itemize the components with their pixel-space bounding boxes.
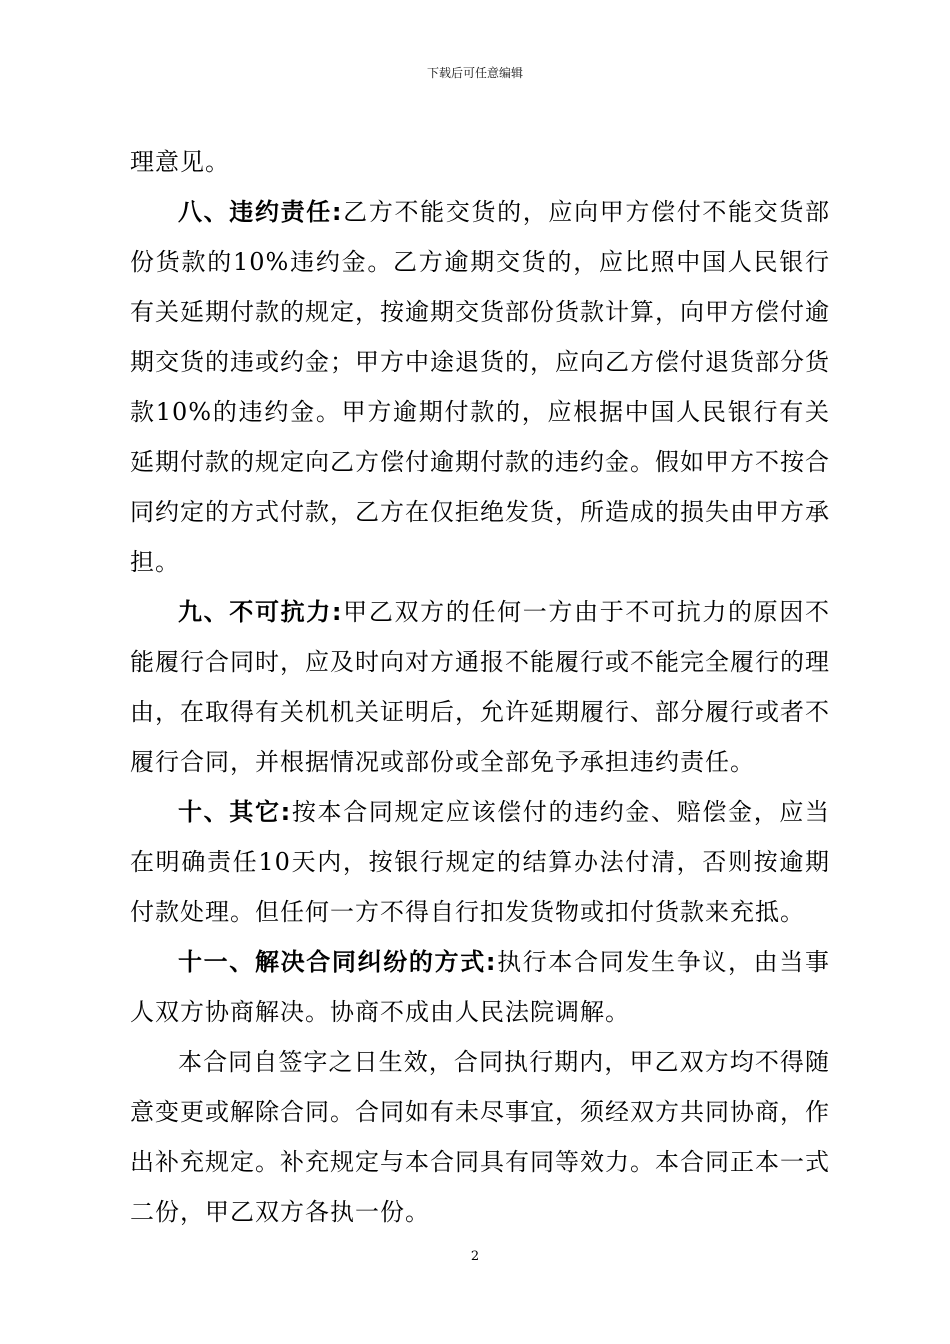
section-heading: 十一、解决合同纠纷的方式: [178, 948, 497, 976]
paragraph-continuation [130, 137, 830, 187]
paragraph-text: 理意见。 [130, 148, 230, 176]
document-body [130, 137, 830, 1237]
paragraph-text: 本合同自签字之日生效，合同执行期内，甲乙双方均不得随意变更或解除合同。合同如有未尽事宜，须经双方共同协商，作出补充规定。补充规定与本合同具有同等效力。本合同正本一式二份，甲乙双方各执一份。 [130, 1048, 830, 1226]
paragraph-text: 按本合同规定应该偿付的违约金、赔偿金，应当在明确责任10天内，按银行规定的结算办法付清，否则按逾期付款处理。但任何一方不得自行扣发货物或扣付货款来充抵。 [130, 798, 831, 926]
paragraph-text: 甲乙双方的任何一方由于不可抗力的原因不能履行合同时，应及时向对方通报不能履行或不能完全履行的理由，在取得有关机机关证明后，允许延期履行、部分履行或者不履行合同，并根据情况或部份或全部免予承担违约责任。 [130, 598, 830, 776]
paragraph-breach-liability [130, 187, 830, 587]
section-heading: 八、违约责任: [178, 198, 343, 226]
paragraph-text: 执行本合同发生争议，由当事人双方协商解决。协商不成由人民法院调解。 [130, 948, 830, 1026]
paragraph-dispute-resolution [130, 937, 830, 1037]
page-header: 下载后可任意编辑 [426, 66, 523, 80]
paragraph-force-majeure [130, 587, 830, 787]
section-heading: 十、其它: [178, 798, 292, 826]
paragraph-effectiveness [130, 1037, 830, 1237]
section-heading: 九、不可抗力: [178, 598, 343, 626]
paragraph-text: 乙方不能交货的，应向甲方偿付不能交货部份货款的10%违约金。乙方逾期交货的，应比照中国人民银行有关延期付款的规定，按逾期交货部份货款计算，向甲方偿付逾期交货的违或约金；甲方中途退货的，应向乙方偿付退货部分货款10%的违约金。甲方逾期付款的，应根据中国人民银行有关延期付款的规定向乙方偿付逾期付款的违约金。假如甲方不按合同约定的方式付款，乙方在仅拒绝发货，所造成的损失由甲方承担。 [130, 198, 830, 576]
paragraph-other [130, 787, 830, 937]
page-number: 2 [470, 1249, 480, 1264]
